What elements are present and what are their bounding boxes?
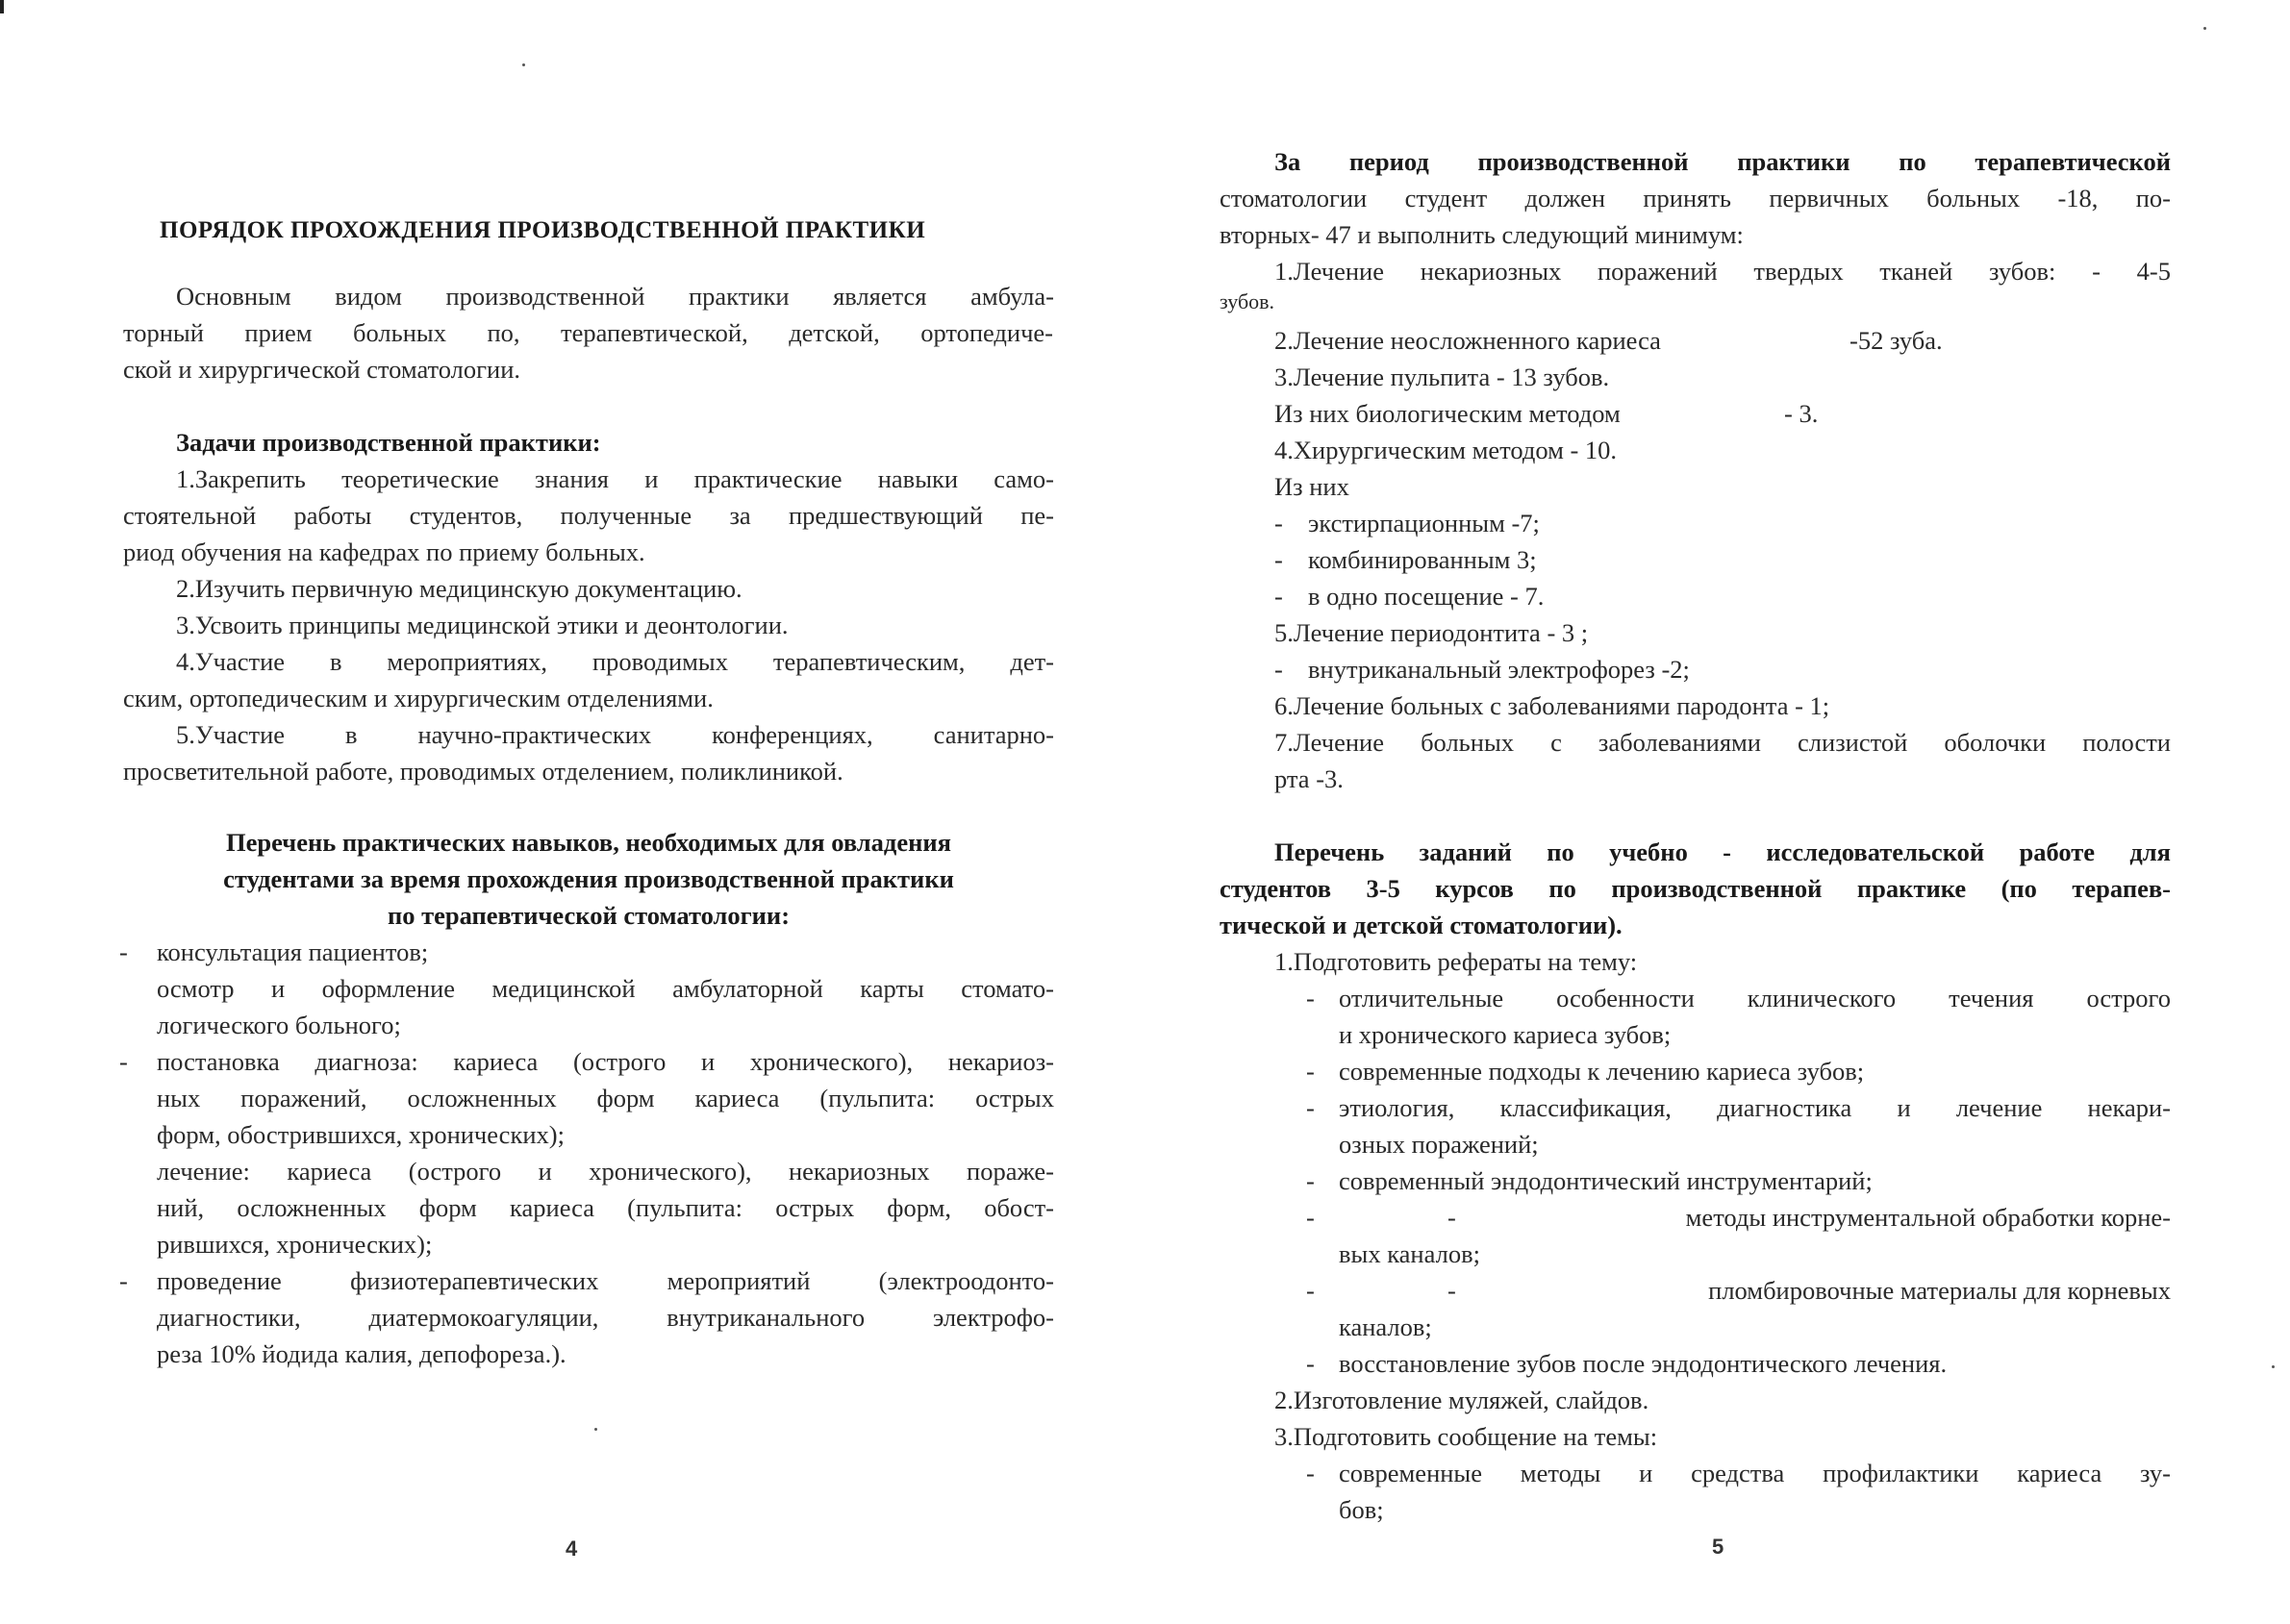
minimum-item: 4.Хирургическим методом - 10. — [1274, 436, 1618, 464]
scan-artifact — [522, 63, 525, 66]
minimum-item: 5.Лечение периодонтита - 3 ; — [1274, 618, 1589, 647]
task-line: ским, ортопедическим и хирургическим отделениями. — [123, 684, 714, 712]
task-line: 1.Закрепить теоретические знания и практические навыки само- — [176, 464, 1054, 493]
list-dash: - — [1274, 509, 1283, 537]
skills-title-line: студентами за время прохождения производственной практики — [223, 864, 954, 893]
intro-line: ской и хирургической стоматологии. — [123, 355, 521, 384]
scan-artifact — [2272, 1365, 2275, 1368]
list-dash: - — [1274, 545, 1283, 574]
research-title-line: тической и детской стоматологии). — [1220, 911, 1623, 939]
skill-item: ных поражений, осложненных форм кариеса (пульпита: острых — [157, 1084, 1054, 1112]
research-item: 3.Подготовить сообщение на темы: — [1274, 1422, 1658, 1451]
task-line: 3.Усвоить принципы медицинской этики и деонтологии. — [176, 611, 789, 639]
minimum-subitem: внутриканальный электрофорез -2; — [1308, 655, 1690, 684]
scan-artifact — [594, 1428, 597, 1431]
intro-line: Основным видом производственной практики является амбула- — [176, 282, 1054, 311]
scan-artifact — [2203, 27, 2206, 30]
task-line: стоятельной работы студентов, полученные за предшествующий пе- — [123, 501, 1054, 530]
research-subitem: озных поражений; — [1339, 1130, 1539, 1159]
minimum-subitem: в одно посещение - 7. — [1308, 582, 1545, 611]
research-item: 1.Подготовить рефераты на тему: — [1274, 947, 1638, 976]
research-subitem: бов; — [1339, 1495, 1384, 1524]
research-subitem: методы инструментальной обработки корне- — [1685, 1203, 2171, 1232]
summary-line: вторных- 47 и выполнить следующий минимум: — [1220, 220, 1744, 249]
minimum-item: 3.Лечение пульпита - 13 зубов. — [1274, 362, 1610, 391]
research-subitem: современные подходы к лечению кариеса зубов; — [1339, 1057, 1865, 1086]
summary-text: стоматологии студент должен принять первичных больных -18, по- — [1220, 184, 2171, 212]
list-dash: - — [119, 937, 128, 966]
task-line: 5.Участие в научно-практических конференциях, санитарно- — [176, 720, 1054, 749]
tasks-title: Задачи производственной практики: — [176, 428, 601, 457]
minimum-value: -52 зуба. — [1850, 326, 1943, 355]
skill-item: консультация пациентов; — [157, 937, 429, 966]
skills-title-line: по терапевтической стоматологии: — [387, 901, 791, 930]
list-dash: - — [1306, 1203, 1315, 1232]
list-dash: - — [119, 1266, 128, 1295]
research-title-line: студентов 3-5 курсов по производственной практике (по терапев- — [1220, 874, 2171, 903]
list-dash: - — [119, 1047, 128, 1076]
skill-item: постановка диагноза: кариеса (острого и хронического), некариоз- — [157, 1047, 1054, 1076]
list-dash: - — [1274, 655, 1283, 684]
skills-title-line: Перечень практических навыков, необходимых для овладения — [226, 828, 951, 857]
page-number: 5 — [1712, 1535, 1724, 1559]
minimum-item: Из них — [1274, 472, 1349, 501]
research-subitem: отличительные особенности клинического течения острого — [1339, 984, 2171, 1012]
list-dash: - — [1306, 1057, 1315, 1086]
minimum-item: 7.Лечение больных с заболеваниями слизистой оболочки полости — [1274, 728, 2171, 757]
research-title-line: Перечень заданий по учебно - исследовательской работе для — [1274, 837, 2171, 866]
research-subitem: вых каналов; — [1339, 1239, 1480, 1268]
research-subitem: современные методы и средства профилактики кариеса зу- — [1339, 1459, 2171, 1487]
skill-item: реза 10% йодида калия, депофореза.). — [157, 1339, 566, 1368]
task-line: просветительной работе, проводимых отделением, поликлиникой. — [123, 757, 843, 786]
skill-item: лечение: кариеса (острого и хронического), некариозных пораже- — [157, 1157, 1054, 1186]
list-dash: - — [1274, 582, 1283, 611]
task-line: 4.Участие в мероприятиях, проводимых терапевтическим, дет- — [176, 647, 1054, 676]
research-subitem: и хронического кариеса зубов; — [1339, 1020, 1672, 1049]
skill-item: логического больного; — [157, 1011, 401, 1039]
minimum-subitem: комбинированным 3; — [1308, 545, 1537, 574]
list-dash: - — [1306, 1459, 1315, 1487]
minimum-item: Из них биологическим методом — [1274, 399, 1621, 428]
skill-item: ний, осложненных форм кариеса (пульпита: острых форм, обост- — [157, 1193, 1054, 1222]
list-dash: - — [1306, 1349, 1315, 1378]
minimum-value: - 3. — [1784, 399, 1819, 428]
minimum-item: 2.Лечение неосложненного кариеса — [1274, 326, 1661, 355]
research-subitem: пломбировочные материалы для корневых — [1708, 1276, 2171, 1305]
skill-item: рившихся, хронических); — [157, 1230, 433, 1259]
minimum-item: зубов. — [1220, 289, 1275, 313]
list-dash: - — [1447, 1276, 1456, 1305]
list-dash: - — [1447, 1203, 1456, 1232]
skill-item: диагностики, диатермокоагуляции, внутриканального электрофо- — [157, 1303, 1054, 1332]
scan-artifact — [0, 0, 4, 13]
skill-item: проведение физиотерапевтических мероприятий (электроодонто- — [157, 1266, 1054, 1295]
minimum-item: рта -3. — [1274, 764, 1344, 793]
minimum-item: 1.Лечение некариозных поражений твердых тканей зубов: - 4-5 — [1274, 257, 2171, 286]
section-heading: ПОРЯДОК ПРОХОЖДЕНИЯ ПРОИЗВОДСТВЕННОЙ ПРАКТИКИ — [160, 217, 926, 243]
intro-line: торный прием больных по, терапевтической, детской, ортопедиче- — [123, 318, 1053, 347]
list-dash: - — [1306, 1166, 1315, 1195]
task-line: риод обучения на кафедрах по приему больных. — [123, 537, 645, 566]
summary-line — [1220, 181, 2171, 215]
minimum-subitem: экстирпационным -7; — [1308, 509, 1540, 537]
skill-item: осмотр и оформление медицинской амбулаторной карты стомато- — [157, 974, 1054, 1003]
page-number: 4 — [566, 1537, 578, 1561]
list-dash: - — [1306, 1093, 1315, 1122]
research-subitem: современный эндодонтический инструментарий; — [1339, 1166, 1873, 1195]
list-dash: - — [1306, 1276, 1315, 1305]
research-subitem: этиология, классификация, диагностика и лечение некари- — [1339, 1093, 2171, 1122]
research-item: 2.Изготовление муляжей, слайдов. — [1274, 1386, 1649, 1414]
skill-item: форм, обострившихся, хронических); — [157, 1120, 565, 1149]
minimum-item: 6.Лечение больных с заболеваниями пародонта - 1; — [1274, 691, 1830, 720]
task-line: 2.Изучить первичную медицинскую документацию. — [176, 574, 742, 603]
summary-line: За период производственной практики по терапевтической — [1274, 147, 2171, 176]
research-subitem: восстановление зубов после эндодонтического лечения. — [1339, 1349, 1948, 1378]
right-page — [1145, 0, 2290, 1624]
research-subitem: каналов; — [1339, 1312, 1432, 1341]
list-dash: - — [1306, 984, 1315, 1012]
